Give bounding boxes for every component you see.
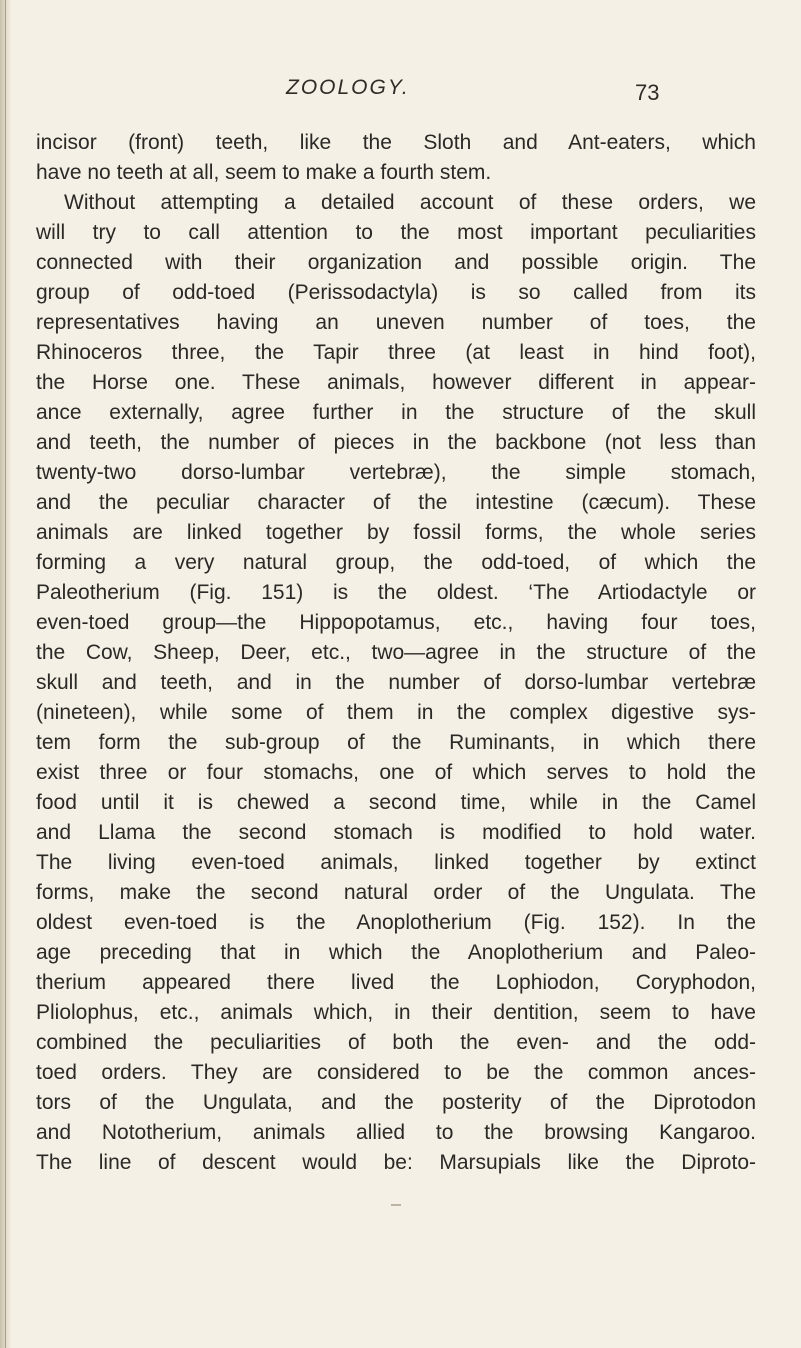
text-line: combined the peculiarities of both the even- and the odd-: [36, 1031, 756, 1054]
text-line: Paleotherium (Fig. 151) is the oldest. ‘The Artiodactyle or: [36, 581, 756, 604]
text-line: forms, make the second natural order of the Ungulata. The: [36, 881, 756, 904]
text-line: exist three or four stomachs, one of which serves to hold the: [36, 761, 756, 784]
text-line: the Horse one. These animals, however different in appear-: [36, 371, 756, 394]
text-line: group of odd-toed (Perissodactyla) is so called from its: [36, 281, 756, 304]
page-header: [36, 70, 756, 110]
body-text: [36, 128, 756, 1178]
text-line: tors of the Ungulata, and the posterity of the Diprotodon: [36, 1091, 756, 1114]
text-line: ance externally, agree further in the structure of the skull: [36, 401, 756, 424]
text-line: the Cow, Sheep, Deer, etc., two—agree in the structure of the: [36, 641, 756, 664]
text-line: and Nototherium, animals allied to the browsing Kangaroo.: [36, 1121, 756, 1144]
gutter-line: [5, 0, 6, 1348]
page-number: 73: [635, 80, 660, 105]
text-line: The line of descent would be: Marsupials like the Diproto-: [36, 1151, 756, 1174]
text-line: incisor (front) teeth, like the Sloth and Ant-eaters, which: [36, 131, 756, 154]
text-line: tem form the sub-group of the Ruminants, in which there: [36, 731, 756, 754]
text-line: and teeth, the number of pieces in the backbone (not less than: [36, 431, 756, 454]
text-line: and Llama the second stomach is modified to hold water.: [36, 821, 756, 844]
text-line: forming a very natural group, the odd-toed, of which the: [36, 551, 756, 574]
text-line: therium appeared there lived the Lophiodon, Coryphodon,: [36, 971, 756, 994]
text-line: (nineteen), while some of them in the complex digestive sys-: [36, 701, 756, 724]
print-mark: [391, 1204, 401, 1206]
running-head: ZOOLOGY.: [286, 76, 410, 99]
text-line: have no teeth at all, seem to make a fourth stem.: [36, 161, 492, 184]
text-line: and the peculiar character of the intestine (cæcum). These: [36, 491, 756, 514]
text-line: oldest even-toed is the Anoplotherium (Fig. 152). In the: [36, 911, 756, 934]
text-line: Pliolophus, etc., animals which, in their dentition, seem to have: [36, 1001, 756, 1024]
page-gutter: [0, 0, 12, 1348]
text-line: even-toed group—the Hippopotamus, etc., having four toes,: [36, 611, 756, 634]
text-line: animals are linked together by fossil forms, the whole series: [36, 521, 756, 544]
paragraph-first-line: Without attempting a detailed account of these orders, we: [64, 191, 756, 214]
text-line: The living even-toed animals, linked together by extinct: [36, 851, 756, 874]
text-line: twenty-two dorso-lumbar vertebræ), the simple stomach,: [36, 461, 756, 484]
text-line: representatives having an uneven number of toes, the: [36, 311, 756, 334]
text-line: will try to call attention to the most important peculiarities: [36, 221, 756, 244]
text-line: toed orders. They are considered to be the common ances-: [36, 1061, 756, 1084]
text-line: connected with their organization and possible origin. The: [36, 251, 756, 274]
text-line: food until it is chewed a second time, while in the Camel: [36, 791, 756, 814]
text-line: Rhinoceros three, the Tapir three (at least in hind foot),: [36, 341, 756, 364]
text-line: age preceding that in which the Anoplotherium and Paleo-: [36, 941, 756, 964]
text-line: skull and teeth, and in the number of dorso-lumbar vertebræ: [36, 671, 756, 694]
